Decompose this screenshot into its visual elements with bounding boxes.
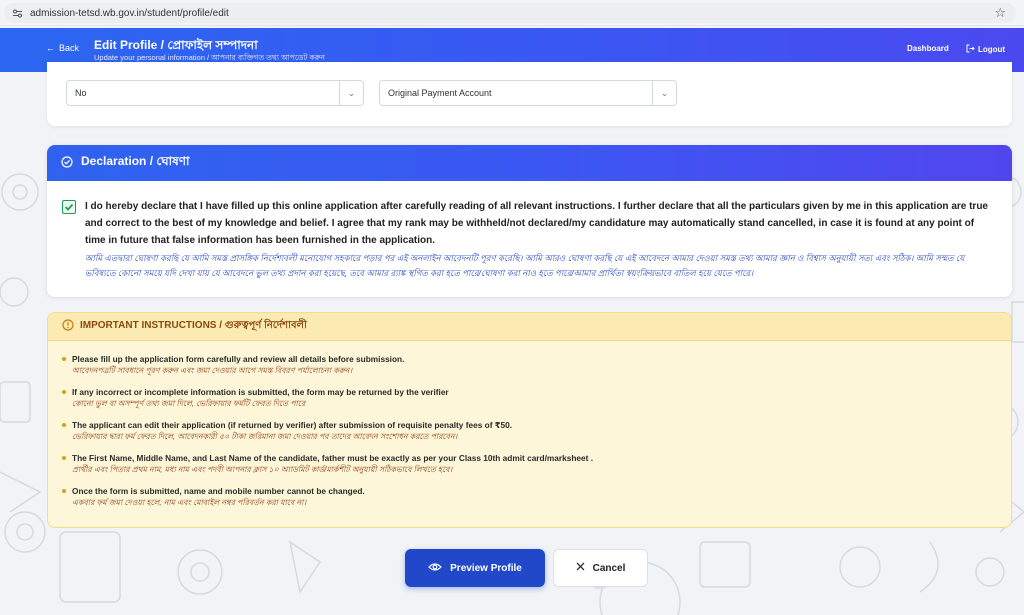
- list-item: [62, 419, 992, 443]
- declaration-text-bn: আমি এতদ্বারা ঘোষণা করছি যে আমি সমস্ত প্রাসঙ্গিক নির্দেশাবলী মনোযোগ সহকারে পড়ার পর এই অনলাইন আবেদনটি পূরণ করেছি। আমি আরও ঘোষণা করছি যে এই আবেদনে আমার দেওয়া সমস্ত তথ্য আমার জ্ঞান ও বিশ্বাস অনুযায়ী সত্য এবং সঠিক। আমি সম্মত যে ভবিষ্যতে কোনো সময়ে যদি দেখা যায় যে আবেদনে ভুল তথ্য প্রদান করা হয়েছে, তবে আমার র‍্যাঙ্ক স্থগিত করা হতে পারে/ঘোষণা করা নাও হতে পারে/আমার প্রার্থিতা স্বয়ংক্রিয়ভাবে বাতিল হয়ে যেতে পারে।: [85, 253, 965, 278]
- select-right-value: Original Payment Account: [388, 88, 492, 98]
- instruction-en: Please fill up the application form carefully and review all details before submission.: [72, 354, 405, 364]
- instruction-bn: ভেরিফায়ার দ্বারা ফর্ম ফেরত দিলে, আবেদনকারী ৫০ টাকা জরিমানা জমা দেওয়ার পর তাদের আবেদন সংশোধন করতে পারবেন।: [72, 432, 458, 441]
- instruction-en: If any incorrect or incomplete information is submitted, the form may be returned by the verifier: [72, 387, 449, 397]
- list-item: [62, 353, 992, 377]
- form-card: [47, 62, 1012, 126]
- page-subtitle: Update your personal information / আপনার ব্যক্তিগত তথ্য আপডেট করুন: [94, 53, 326, 62]
- instruction-en: The First Name, Middle Name, and Last Name of the candidate, father must be exactly as per your Class 10th admit card/marksheet .: [72, 453, 594, 463]
- declaration-text-en: I do hereby declare that I have filled up this online application after carefully reading of all relevant instructions. I further declare that all the particulars given by me in this application are true and correct to the best of my knowledge and belief. I agree that my rank may be withheld/not declared/my candidature may automatically stand cancelled, in case it is found at any point of time in future that false information has been furnished in the application.: [85, 201, 988, 246]
- declaration-card: [47, 145, 1012, 297]
- check-circle-icon: [61, 156, 73, 171]
- dashboard-link[interactable]: Dashboard: [907, 44, 949, 53]
- logout-icon: [966, 44, 975, 55]
- declaration-header: [47, 145, 1012, 181]
- chevron-down-icon: ⌄: [339, 81, 363, 105]
- cancel-label: Cancel: [592, 562, 626, 574]
- bullet-icon: [62, 456, 66, 460]
- declaration-title: Declaration / ঘোষণা: [81, 154, 190, 168]
- back-label: Back: [59, 43, 80, 53]
- preview-profile-label: Preview Profile: [450, 562, 522, 574]
- instruction-bn: একবার ফর্ম জমা দেওয়া হলে, নাম এবং মোবাইল নম্বর পরিবর্তন করা যাবে না।: [72, 498, 307, 507]
- cancel-button[interactable]: [553, 549, 648, 587]
- back-button[interactable]: [46, 43, 79, 53]
- instructions-card: [47, 312, 1012, 528]
- instruction-en: The applicant can edit their application (if returned by verifier) after submission of requisite penalty fees of ₹50.: [72, 420, 513, 430]
- instruction-en: Once the form is submitted, name and mobile number cannot be changed.: [72, 486, 365, 496]
- checkmark-icon: [64, 202, 74, 212]
- select-left-value: No: [75, 88, 87, 98]
- bullet-icon: [62, 423, 66, 427]
- logout-label: Logout: [978, 45, 1006, 54]
- eye-icon: [428, 562, 442, 575]
- declaration-checkbox[interactable]: [62, 200, 76, 214]
- list-item: [62, 485, 992, 509]
- logout-button[interactable]: [966, 44, 1005, 55]
- page-title: Edit Profile / প্রোফাইল সম্পাদনা: [94, 38, 258, 52]
- instruction-bn: আবেদনপত্রটি সাবধানে পূরণ করুন এবং জমা দেওয়ার আগে সমস্ত বিবরণ পর্যালোচনা করুন।: [72, 366, 353, 375]
- list-item: [62, 386, 992, 410]
- instruction-bn: কোনো ভুল বা অসম্পূর্ণ তথ্য জমা দিলে, ভেরিফায়ার ফর্মটি ফেরত দিতে পারে: [72, 399, 306, 408]
- select-left[interactable]: [66, 80, 364, 106]
- browser-address-bar: [0, 0, 1024, 26]
- warning-circle-icon: [62, 319, 74, 334]
- list-item: [62, 452, 992, 476]
- site-info-icon[interactable]: [10, 6, 24, 20]
- arrow-left-icon: ←: [46, 43, 55, 53]
- instruction-bn: প্রার্থীর এবং পিতার প্রথম নাম, মধ্য নাম এবং পদবী আপনার ক্লাস ১০ অ্যাডমিট কার্ড/মার্কশীট অনুযায়ী সঠিকভাবে লিখতে হবে।: [72, 465, 453, 474]
- instructions-header: [48, 313, 1011, 341]
- bullet-icon: [62, 390, 66, 394]
- preview-profile-button[interactable]: [405, 549, 545, 587]
- bookmark-star-icon[interactable]: ☆: [994, 5, 1006, 20]
- url-field[interactable]: [4, 3, 1016, 23]
- url-text: admission-tetsd.wb.gov.in/student/profile/edit: [30, 7, 229, 19]
- bullet-icon: [62, 489, 66, 493]
- instructions-title: IMPORTANT INSTRUCTIONS / গুরুত্বপূর্ণ নির্দেশাবলী: [80, 320, 307, 331]
- instructions-list: [62, 353, 992, 518]
- select-right[interactable]: [379, 80, 677, 106]
- close-icon: [576, 562, 585, 574]
- chevron-down-icon: ⌄: [652, 81, 676, 105]
- bullet-icon: [62, 357, 66, 361]
